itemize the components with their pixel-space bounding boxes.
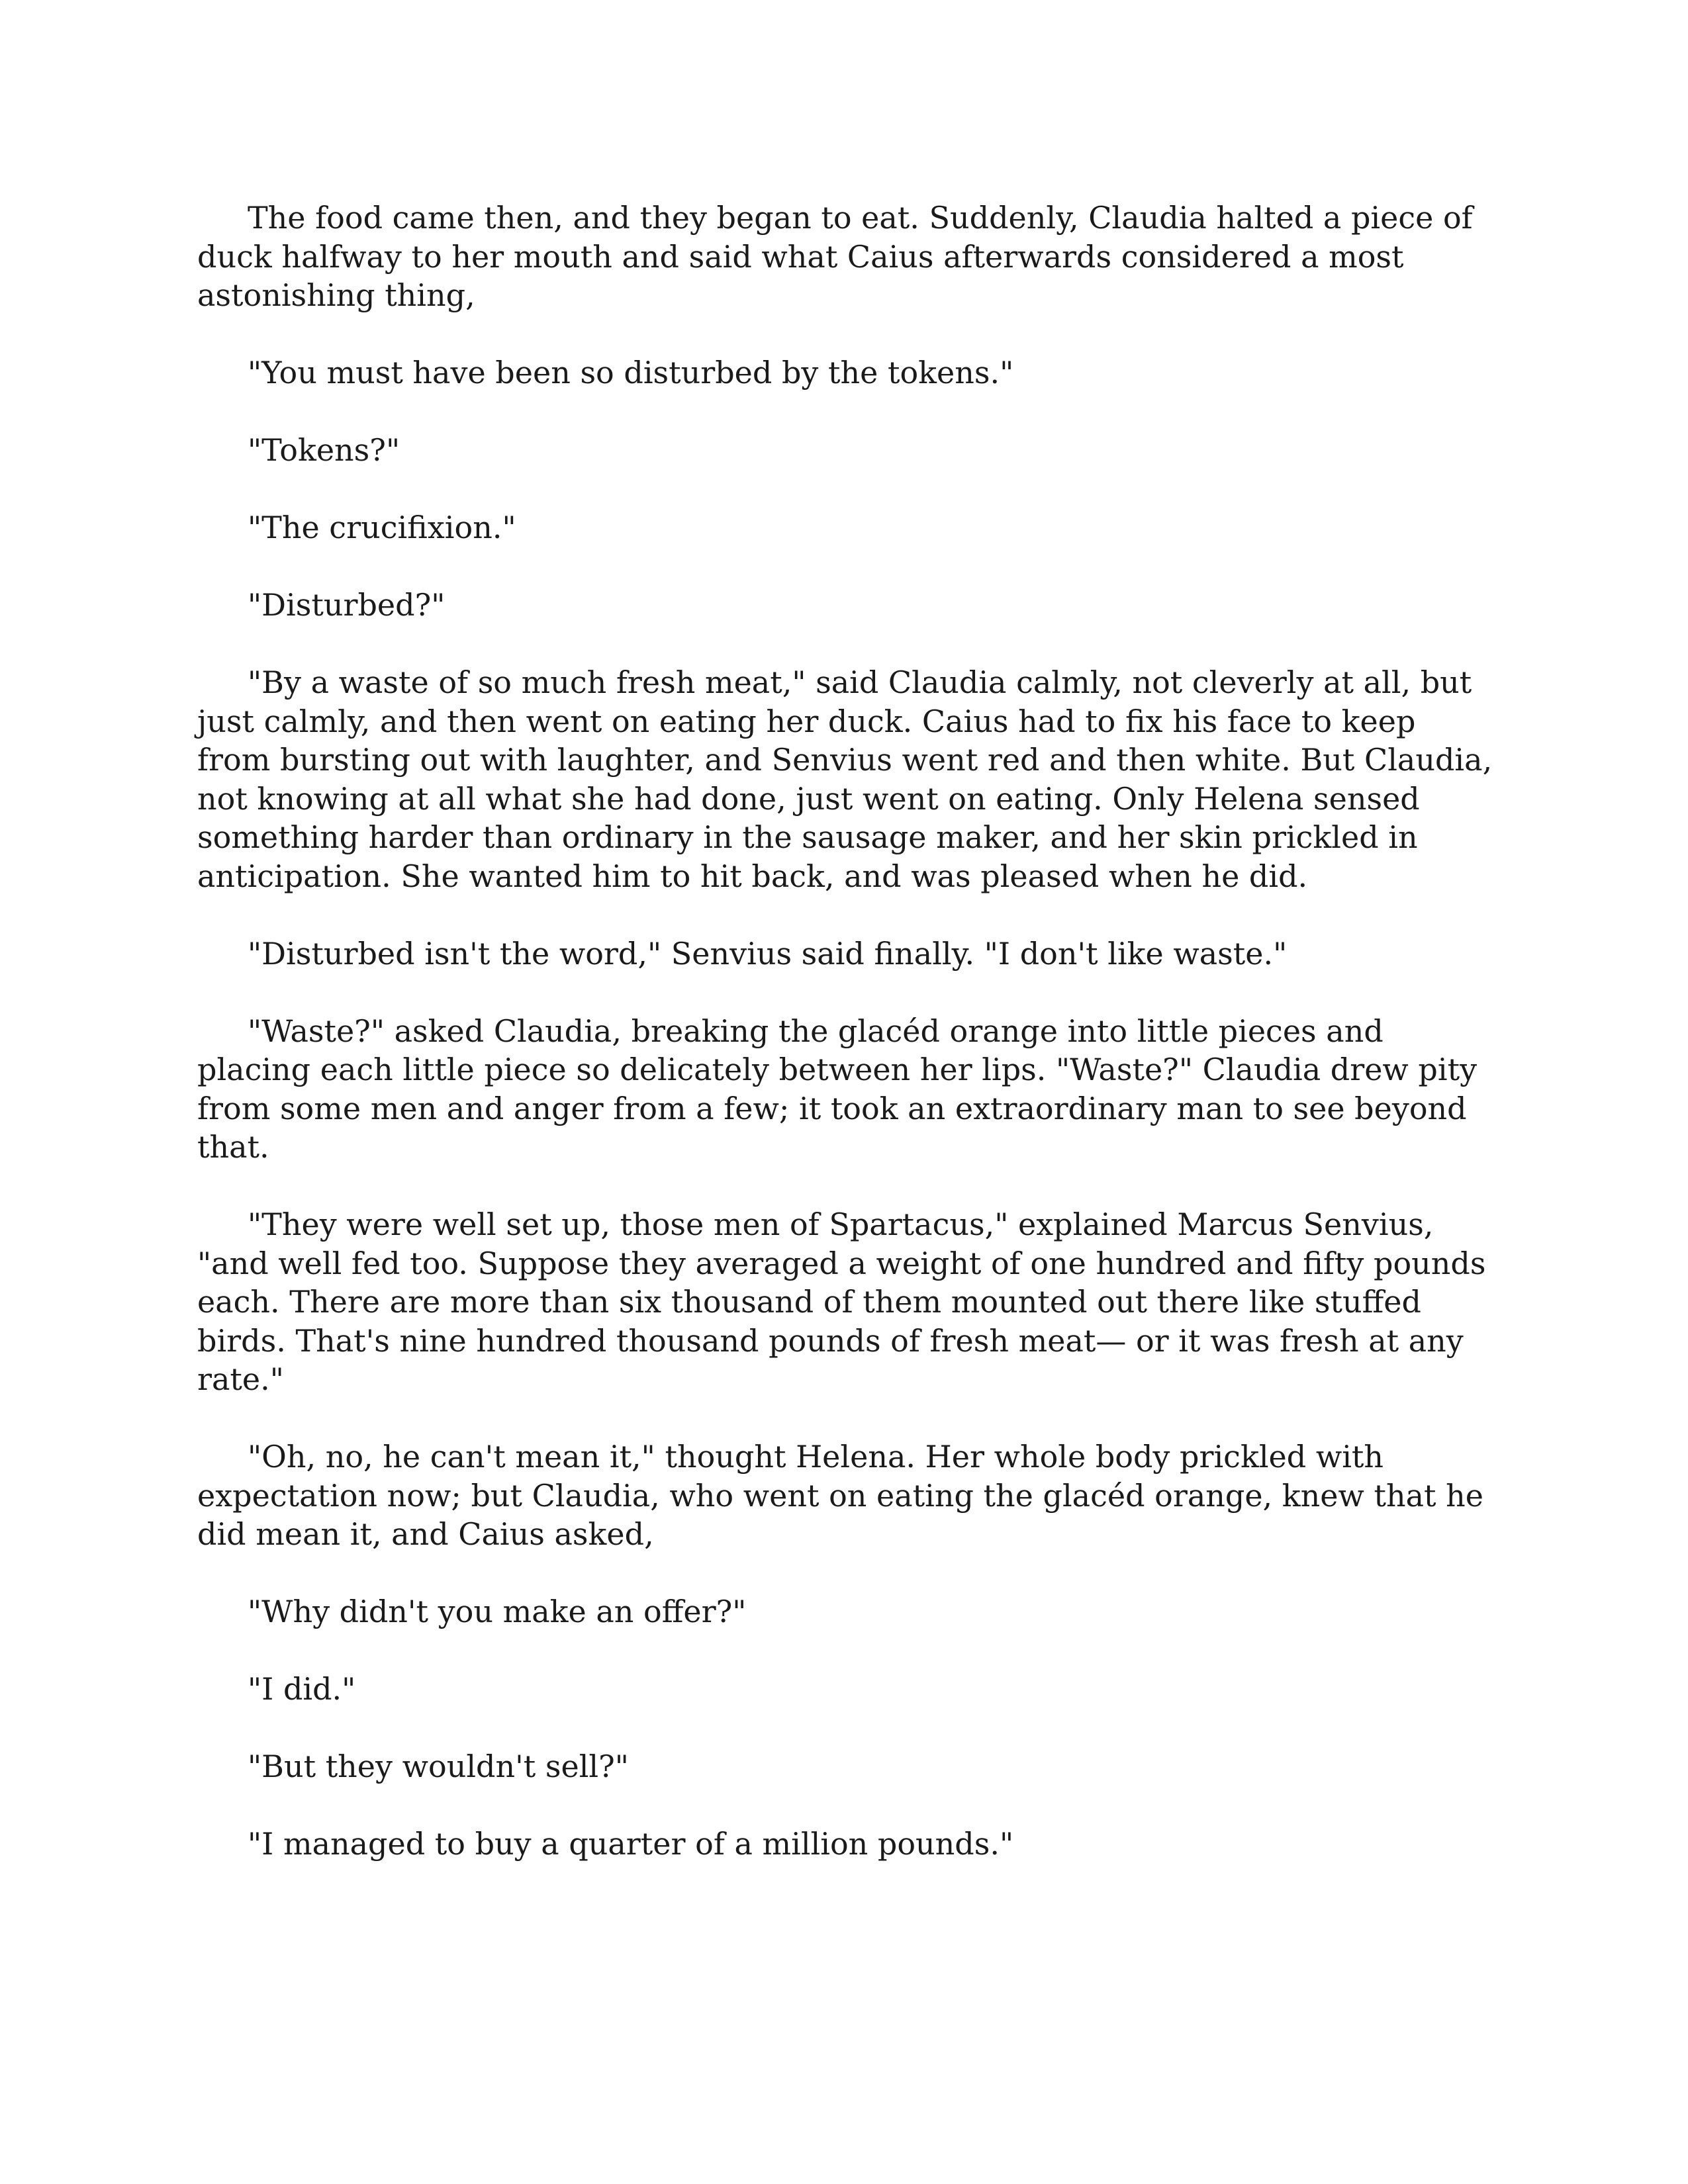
paragraph: "Disturbed?" [248,587,445,623]
paragraph: "You must have been so disturbed by the tokens." [248,355,1014,390]
document-page [197,199,1495,1902]
paragraph: "Disturbed isn't the word," Senvius said finally. "I don't like waste." [248,935,1288,972]
paragraph: "They were well set up, those men of Spartacus," explained Marcus Senvius, "and well fed too. Suppose they averaged a weight of one hundred and fifty pounds each. There are more than six thousand of them mounted out there like stuffed birds. That's nine hundred thousand pounds of fresh meat— or it was fresh at any rate." [197,1206,1486,1397]
paragraph: "Tokens?" [248,432,400,468]
paragraph: "But they wouldn't sell?" [248,1749,629,1784]
paragraph: "Why didn't you make an offer?" [248,1594,747,1629]
paragraph: The food came then, and they began to eat. Suddenly, Claudia halted a piece of duck halfway to her mouth and said what Caius afterwards considered a most astonishing thing, [197,200,1473,313]
paragraph: "By a waste of so much fresh meat," said Claudia calmly, not cleverly at all, but just calmly, and then went on eating her duck. Caius had to fix his face to keep from bursting out with laughter, and Senvius went red and then white. But Claudia, not knowing at all what she had done, just went on eating. Only Helena sensed something harder than ordinary in the sausage maker, and her skin prickled in anticipation. She wanted him to hit back, and was pleased when he did. [197,664,1493,894]
paragraph: "The crucifixion." [248,510,516,545]
paragraph: "Oh, no, he can't mean it," thought Helena. Her whole body prickled with expectation now; but Claudia, who went on eating the glacéd orange, knew that he did mean it, and Caius asked, [197,1439,1484,1552]
paragraph: "I did." [248,1671,356,1707]
paragraph: "Waste?" asked Claudia, breaking the glacéd orange into little pieces and placing each little piece so delicately between her lips. "Waste?" Claudia drew pity from some men and anger from a few; it took an extraordinary man to see beyond that. [197,1013,1477,1165]
paragraph: "I managed to buy a quarter of a million pounds." [248,1826,1014,1862]
